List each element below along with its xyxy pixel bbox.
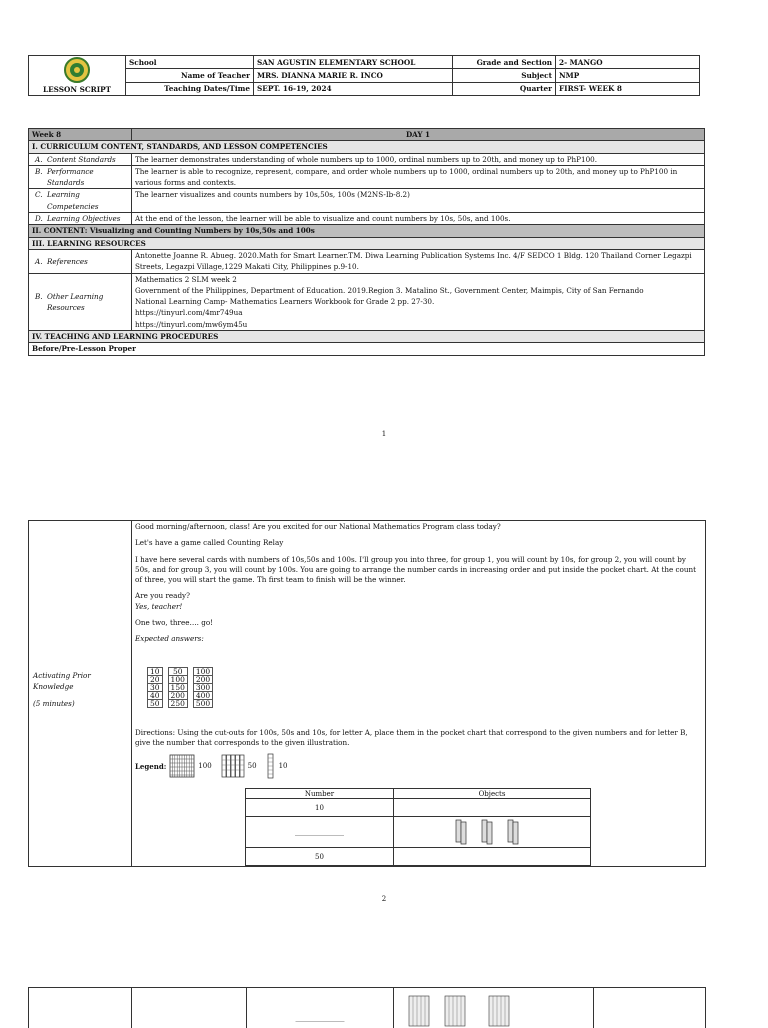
lesson-script-label: LESSON SCRIPT: [42, 85, 112, 94]
legend-label: Legend:: [135, 761, 167, 771]
number-cards: [147, 667, 213, 708]
quarter-label: Quarter: [453, 82, 556, 95]
other-resource-link[interactable]: https://tinyurl.com/4mr749ua: [135, 308, 243, 318]
section-resources: III. LEARNING RESOURCES: [29, 237, 705, 249]
teacher-value: MRS. DIANNA MARIE R. INCO: [254, 69, 453, 82]
ready-question: Are you ready?: [135, 591, 190, 601]
learning-objectives-label: D. Learning Objectives: [29, 213, 132, 225]
header-table: [28, 55, 700, 96]
grade-value: 2- MANGO: [556, 56, 700, 69]
logo-cell: [29, 56, 126, 96]
directions-text: Directions: Using the cut-outs for 100s, 50s and 10s, for letter A, place them in the pocket chart that correspond to the given numbers and for letter B, give the number that corresponds to the given illustration.: [135, 728, 688, 748]
page3-table: [28, 987, 706, 1028]
column-divider: [393, 988, 394, 1028]
content-standards-text: The learner demonstrates understanding of whole numbers up to 1000, ordinal numbers up to 20th, and money up to PhP100.: [132, 153, 705, 165]
legend: [135, 752, 288, 780]
answer-blank[interactable]: ______________: [295, 1014, 345, 1022]
greeting-text: Good morning/afternoon, class! Are you excited for our National Mathematics Program class today?: [135, 522, 501, 531]
ten-rods-illustration: [452, 817, 532, 845]
other-resources-text: [132, 273, 705, 330]
objects-column-header: Objects: [394, 789, 591, 799]
ready-answer: Yes, teacher!: [135, 601, 183, 611]
other-resources-label: B. Other Learning Resources: [29, 273, 132, 330]
legend-100-label: 100: [198, 762, 212, 770]
page-number: 1: [381, 430, 387, 438]
references-text: Antonette Joanne R. Abueg. 2020.Math for Smart Learner.TM. Diwa Learning Publication Systems Inc. 4/F SEDCO 1 Bldg. 120 Thailand Corner Legazpi Streets, Legazpi Village,1229 Makati City, Philippines p.9-10.: [132, 249, 705, 273]
section-procedures: IV. TEACHING AND LEARNING PROCEDURES: [29, 331, 705, 343]
objects-cell: [394, 817, 591, 848]
other-resource-line: Government of the Philippines, Department of Education. 2019.Region 3. Matalino St., Government Center, Maimpis, City of San Fernando: [135, 285, 644, 295]
day-cell: DAY 1: [132, 129, 705, 141]
performance-standards-text: The learner is able to recognize, represent, compare, and order whole numbers up to 1000, ordinal numbers up to 20th, and money up to PhP100 in various forms and contexts.: [132, 165, 705, 189]
count-text: One two, three…. go!: [135, 618, 214, 628]
column-divider: [131, 521, 132, 866]
learning-objectives-text: At the end of the lesson, the learner will be able to visualize and count numbers by 10s, 50s, and 100s.: [132, 213, 705, 225]
teacher-label: Name of Teacher: [126, 69, 254, 82]
fifty-block-icon: [221, 754, 245, 778]
learning-competencies-text: The learner visualizes and counts numbers by 10s,50s, 100s (M2NS-Ib-8.2): [132, 189, 705, 213]
other-resource-line: National Learning Camp- Mathematics Learners Workbook for Grade 2 pp. 27-30.: [135, 297, 435, 307]
school-label: School: [126, 56, 254, 69]
count-by-10-column: 10 20 30 40 50: [147, 667, 163, 708]
subject-label: Subject: [453, 69, 556, 82]
activating-prior-knowledge-label: Activating Prior Knowledge (5 minutes): [33, 671, 91, 708]
ten-rod-icon: [266, 753, 276, 779]
answer-blank[interactable]: ______________: [246, 817, 394, 848]
school-value: SAN AGUSTIN ELEMENTARY SCHOOL: [254, 56, 453, 69]
legend-10-label: 10: [278, 762, 288, 770]
page3-objects-table: [246, 988, 594, 1028]
school-seal-icon: [32, 57, 122, 84]
other-resource-link[interactable]: https://tinyurl.com/mw6ym45u: [135, 319, 248, 329]
number-column-header: Number: [246, 789, 394, 799]
grade-label: Grade and Section: [453, 56, 556, 69]
expected-answers-label: Expected answers:: [135, 634, 204, 644]
references-label: A. References: [29, 249, 132, 273]
number-objects-table: [245, 788, 591, 866]
quarter-value: FIRST- WEEK 8: [556, 82, 700, 95]
legend-50-label: 50: [247, 762, 257, 770]
section-curriculum: I. CURRICULUM CONTENT, STANDARDS, AND LESSON COMPETENCIES: [29, 141, 705, 153]
performance-standards-label: B. Performance Standards: [29, 165, 132, 189]
count-by-100-column: 100 200 300 400 500: [193, 667, 213, 708]
dates-value: SEPT. 16-19, 2024: [254, 82, 453, 95]
hundred-blocks-illustration: [407, 994, 517, 1028]
page-number: 2: [381, 895, 387, 903]
objects-cell[interactable]: [394, 848, 591, 866]
number-cell: 50: [246, 848, 394, 866]
objects-cell[interactable]: [394, 799, 591, 817]
subject-value: NMP: [556, 69, 700, 82]
number-cell: 10: [246, 799, 394, 817]
before-lesson-proper: Before/Pre-Lesson Proper: [29, 343, 705, 355]
game-instructions-text: I have here several cards with numbers of 10s,50s and 100s. I'll group you into three, for group 1, you will count by 10s, for group 2, you will count by 50s, and for group 3, you will count by 100s. You are going to arrange the number cards in increasing order and put inside the pocket chart. At the count of three, you will start the game. Th first team to finish will be the winner.: [135, 554, 697, 585]
content-standards-label: A. Content Standards: [29, 153, 132, 165]
game-intro-text: Let's have a game called Counting Relay: [135, 538, 284, 548]
learning-competencies-label: C. Learning Competencies: [29, 189, 132, 213]
week-cell: Week 8: [29, 129, 132, 141]
section-content: II. CONTENT: Visualizing and Counting Numbers by 10s,50s and 100s: [29, 225, 705, 237]
column-divider: [131, 988, 132, 1028]
curriculum-table: [28, 128, 705, 356]
hundred-block-icon: [169, 754, 195, 778]
count-by-50-column: 50 100 150 200 250: [168, 667, 188, 708]
activity-content: [135, 522, 700, 645]
dates-label: Teaching Dates/Time: [126, 82, 254, 95]
other-resource-line: Mathematics 2 SLM week 2: [135, 274, 237, 284]
